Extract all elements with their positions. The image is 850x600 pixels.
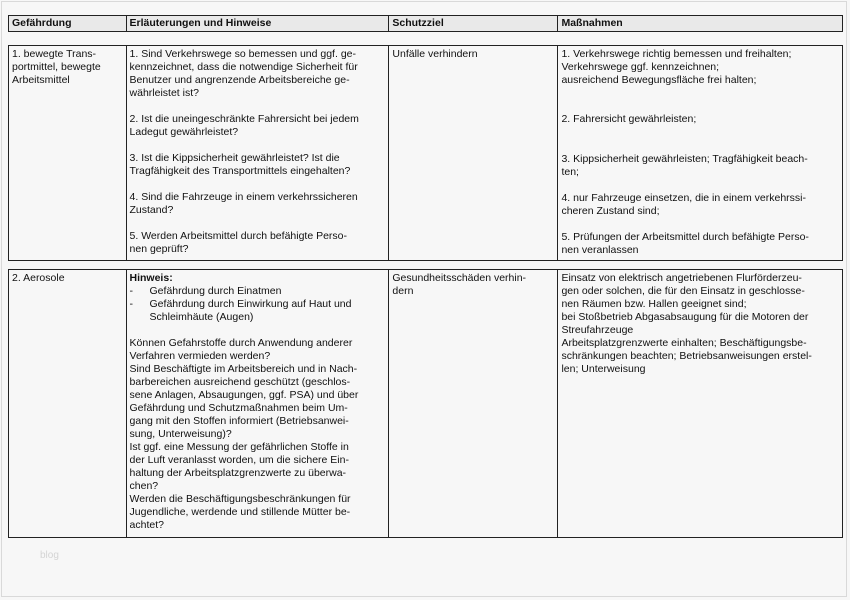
text-line: sene Anlagen, Absaugungen, ggf. PSA) und über (129, 389, 359, 401)
row2-goal-line: dern (392, 285, 414, 297)
text-line: Ladegut gewährleistet? (129, 126, 239, 138)
text-line: währleistet ist? (129, 87, 199, 99)
row1-hazard-line: Arbeitsmittel (12, 74, 70, 86)
text-line: Sind Beschäftigte im Arbeitsbereich und in Nach- (129, 363, 358, 375)
text-line: schränkungen beachten; Betriebsanweisungen erstel- (561, 350, 812, 362)
text-line: cheren Zustand sind; (561, 205, 660, 217)
text-line: kennzeichnet, dass die notwendige Sicherheit für (129, 61, 358, 73)
row2-explanations-cell (126, 270, 389, 538)
text-line: 5. Werden Arbeitsmittel durch befähigte Perso- (129, 230, 348, 242)
text-line: Werden die Beschäftigungsbeschränkungen für (129, 493, 351, 505)
header-measures: Maßnahmen (558, 16, 843, 32)
row2-goal-cell (389, 270, 558, 538)
text-line: 3. Kippsicherheit gewährleisten; Tragfähigkeit beach- (561, 153, 808, 165)
row2-hazard: 2. Aerosole (12, 272, 65, 284)
text-line: gen oder solchen, die für den Einsatz in geschlosse- (561, 285, 805, 297)
text-line: ausreichend Bewegungsfläche frei halten; (561, 74, 757, 86)
row1-measure-4 (561, 192, 839, 218)
row1-goal-cell (389, 46, 558, 261)
text-line: Verkehrswege ggf. kennzeichnen; (561, 61, 720, 73)
text-line: Gefährdung durch Einatmen (149, 285, 282, 297)
bullet-text (150, 285, 282, 298)
row1-question-2 (130, 113, 386, 139)
header-goal: Schutzziel (389, 16, 558, 32)
row2-measures-cell (558, 270, 843, 538)
text-line: Verfahren vermieden werden? (129, 350, 271, 362)
header-explanations: Erläuterungen und Hinweise (126, 16, 389, 32)
text-line: Können Gefahrstoffe durch Anwendung anderer (129, 337, 353, 349)
row1-measure-3 (561, 153, 839, 179)
row1-measure-2 (561, 113, 839, 126)
text-line: chen? (129, 480, 159, 492)
row1-question-4 (130, 191, 386, 217)
row1-question-3 (130, 152, 386, 178)
table-header (8, 15, 843, 32)
text-line: 5. Prüfungen der Arbeitsmittel durch befähigte Perso- (561, 231, 809, 243)
text-line: Tragfähigkeit des Transportmittels eingehalten? (129, 165, 351, 177)
row1-hazard-cell (9, 46, 127, 261)
text-line: achtet? (129, 519, 164, 531)
text-line: nen geprüft? (129, 243, 189, 255)
text-line: bei Stoßbetrieb Abgasabsaugung für die Motoren der (561, 311, 809, 323)
row1-goal: Unfälle verhindern (392, 48, 478, 60)
text-line: Gefährdung und Schutzmaßnahmen beim Um- (129, 402, 348, 414)
row2-bullet (130, 285, 386, 298)
text-line: 1. Sind Verkehrswege so bemessen und ggf. ge- (129, 48, 356, 60)
text-line: Gefährdung durch Einwirkung auf Haut und (149, 298, 352, 310)
bullet-marker: - (129, 285, 134, 297)
row1-hazard-line: 1. bewegte Trans- (12, 48, 97, 60)
text-line: len; Unterweisung (561, 363, 646, 375)
text-line: sung, Unterweisung)? (129, 428, 232, 440)
row1-question-5 (130, 230, 386, 256)
text-line: 2. Fahrersicht gewährleisten; (561, 113, 697, 125)
text-line: der Luft veranlasst worden, um die sichere Ein- (129, 454, 349, 466)
row1-measures-cell (558, 46, 843, 261)
text-line: 4. Sind die Fahrzeuge in einem verkehrssicheren (129, 191, 358, 203)
text-line: 2. Ist die uneingeschränkte Fahrersicht bei jedem (129, 113, 359, 125)
text-line: haltung der Arbeitsplatzgrenzwerte zu überwa- (129, 467, 347, 479)
bullet-marker: - (129, 298, 134, 310)
row2-goal-line: Gesundheitsschäden verhin- (392, 272, 527, 284)
row1-measure-5 (561, 231, 839, 257)
row1-hazard-line: portmittel, bewegte (12, 61, 101, 73)
text-line: 3. Ist die Kippsicherheit gewährleistet? Ist die (129, 152, 340, 164)
text-line: Zustand? (129, 204, 174, 216)
row1-measure-1 (561, 48, 839, 87)
text-line: gang mit den Stoffen informiert (Betriebsanwei- (129, 415, 349, 427)
text-line: 4. nur Fahrzeuge einsetzen, die in einem verkehrssi- (561, 192, 806, 204)
row2-bullet (130, 298, 386, 324)
text-line: Ist ggf. eine Messung der gefährlichen Stoffe in (129, 441, 349, 453)
text-line: Streufahrzeuge (561, 324, 634, 336)
text-line: 1. Verkehrswege richtig bemessen und freihalten; (561, 48, 792, 60)
header-hazard: Gefährdung (9, 16, 127, 32)
text-line: Benutzer und angrenzende Arbeitsbereiche ge- (129, 74, 350, 86)
bullet-text (150, 298, 352, 324)
table-row-moving-equipment (8, 45, 843, 261)
row1-explanations-cell (126, 46, 389, 261)
text-line: Jugendliche, werdende und stillende Mütter be- (129, 506, 351, 518)
text-line: Einsatz von elektrisch angetriebenen Flurförderzeu- (561, 272, 802, 284)
text-line: ten; (561, 166, 579, 178)
text-line: Schleimhäute (Augen) (149, 311, 254, 323)
table-row-aerosols (8, 269, 843, 538)
row2-note-heading: Hinweis: (129, 272, 173, 284)
row1-question-1 (130, 48, 386, 100)
text-line: Arbeitsplatzgrenzwerte einhalten; Beschäftigungsbe- (561, 337, 807, 349)
text-line: barbereichen ausreichend geschützt (geschlos- (129, 376, 351, 388)
row2-questions (130, 337, 386, 532)
row2-hazard-cell (9, 270, 127, 538)
watermark: blog (40, 550, 59, 561)
text-line: nen Räumen bzw. Hallen geeignet sind; (561, 298, 747, 310)
text-line: nen veranlassen (561, 244, 639, 256)
